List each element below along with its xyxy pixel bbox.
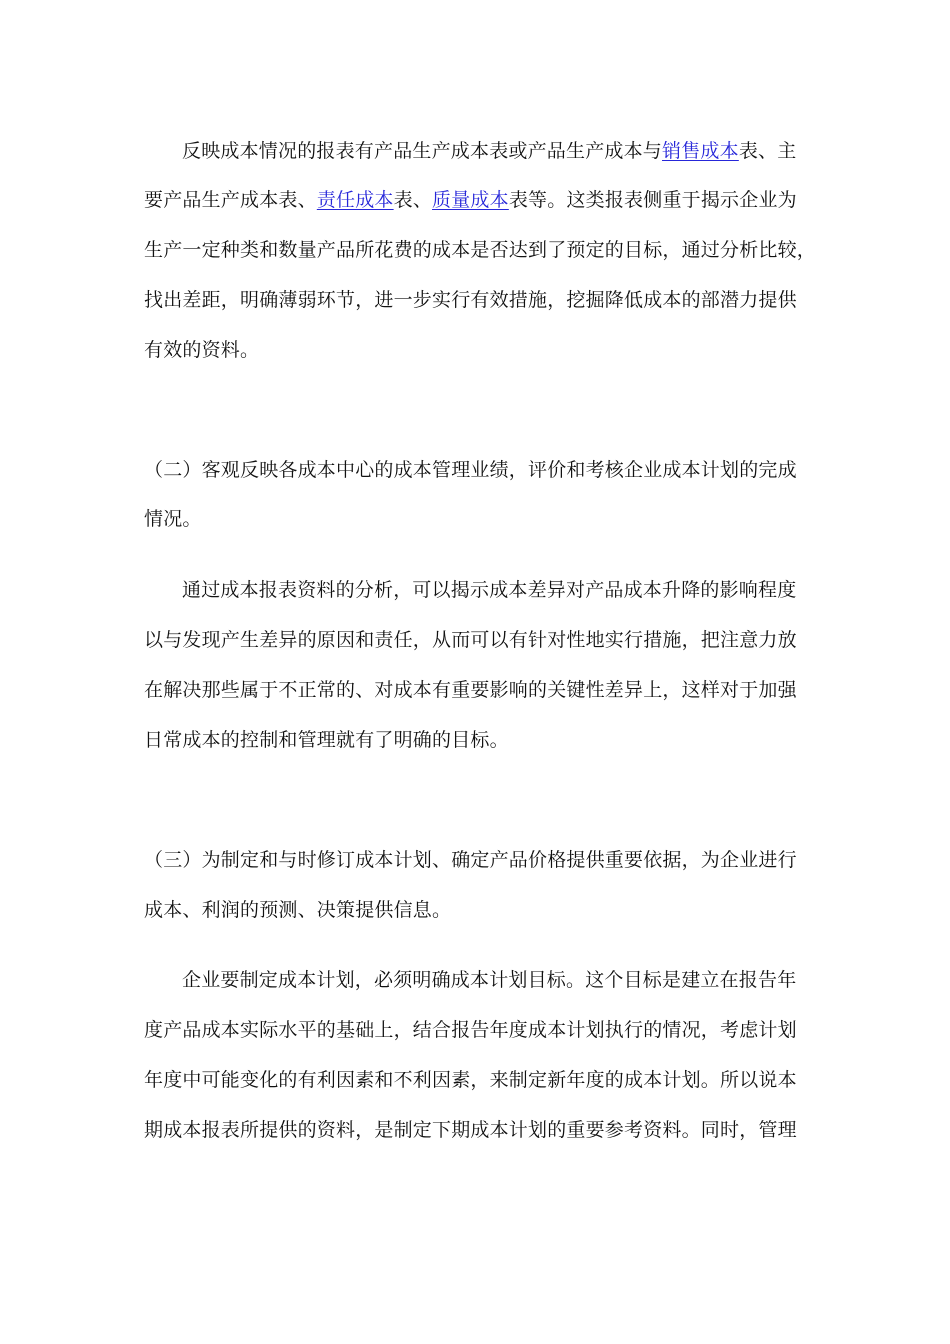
paragraph-3-line-2: 度产品成本实际水平的基础上，结合报告年度成本计划执行的情况，考虑计划 [144,1019,797,1041]
link-responsibility-cost[interactable]: 责任成本 [316,189,394,211]
paragraph-1-line-5: 有效的资料。 [144,339,260,361]
paragraph-1-text: 反映成本情况的报表有产品生产成本表或产品生产成本与 [182,140,663,162]
section-heading-3-line-2: 成本、利润的预测、决策提供信息。 [144,899,452,921]
link-quality-cost[interactable]: 质量成本 [432,189,509,211]
paragraph-1-text: 表等。这类报表侧重于揭示企业为 [508,189,797,211]
paragraph-2-line-1: 通过成本报表资料的分析，可以揭示成本差异对产品成本升降的影响程度 [182,579,797,601]
paragraph-1-line-3: 生产一定种类和数量产品所花费的成本是否达到了预定的目标，通过分析比较， [144,239,817,261]
paragraph-3-line-1: 企业要制定成本计划，必须明确成本计划目标。这个目标是建立在报告年 [182,969,797,991]
paragraph-1-line-4: 找出差距，明确薄弱环节，进一步实行有效措施，挖掘降低成本的部潜力提供 [144,289,797,311]
paragraph-2-line-2: 以与发现产生差异的原因和责任，从而可以有针对性地实行措施，把注意力放 [144,629,797,651]
paragraph-1-line-2 [144,188,804,212]
paragraph-3-line-4: 期成本报表所提供的资料，是制定下期成本计划的重要参考资料。同时，管理 [144,1119,797,1141]
paragraph-2-line-3: 在解决那些属于不正常的、对成本有重要影响的关键性差异上，这样对于加强 [144,679,797,701]
link-sales-cost[interactable]: 销售成本 [662,140,739,162]
paragraph-1-text: 要产品生产成本表、 [144,189,317,211]
paragraph-2-line-4: 日常成本的控制和管理就有了明确的目标。 [144,729,509,751]
paragraph-3-line-3: 年度中可能变化的有利因素和不利因素，来制定新年度的成本计划。所以说本 [144,1069,797,1091]
section-heading-3-line-1: （三）为制定和与时修订成本计划、确定产品价格提供重要依据，为企业进行 [144,849,797,871]
section-heading-2-line-2: 情况。 [144,508,202,530]
section-heading-2-line-1: （二）客观反映各成本中心的成本管理业绩，评价和考核企业成本计划的完成 [144,459,797,481]
paragraph-1-line-1 [182,139,804,163]
paragraph-1-text: 表、 [393,189,433,211]
paragraph-1-text: 表、主 [738,140,797,162]
